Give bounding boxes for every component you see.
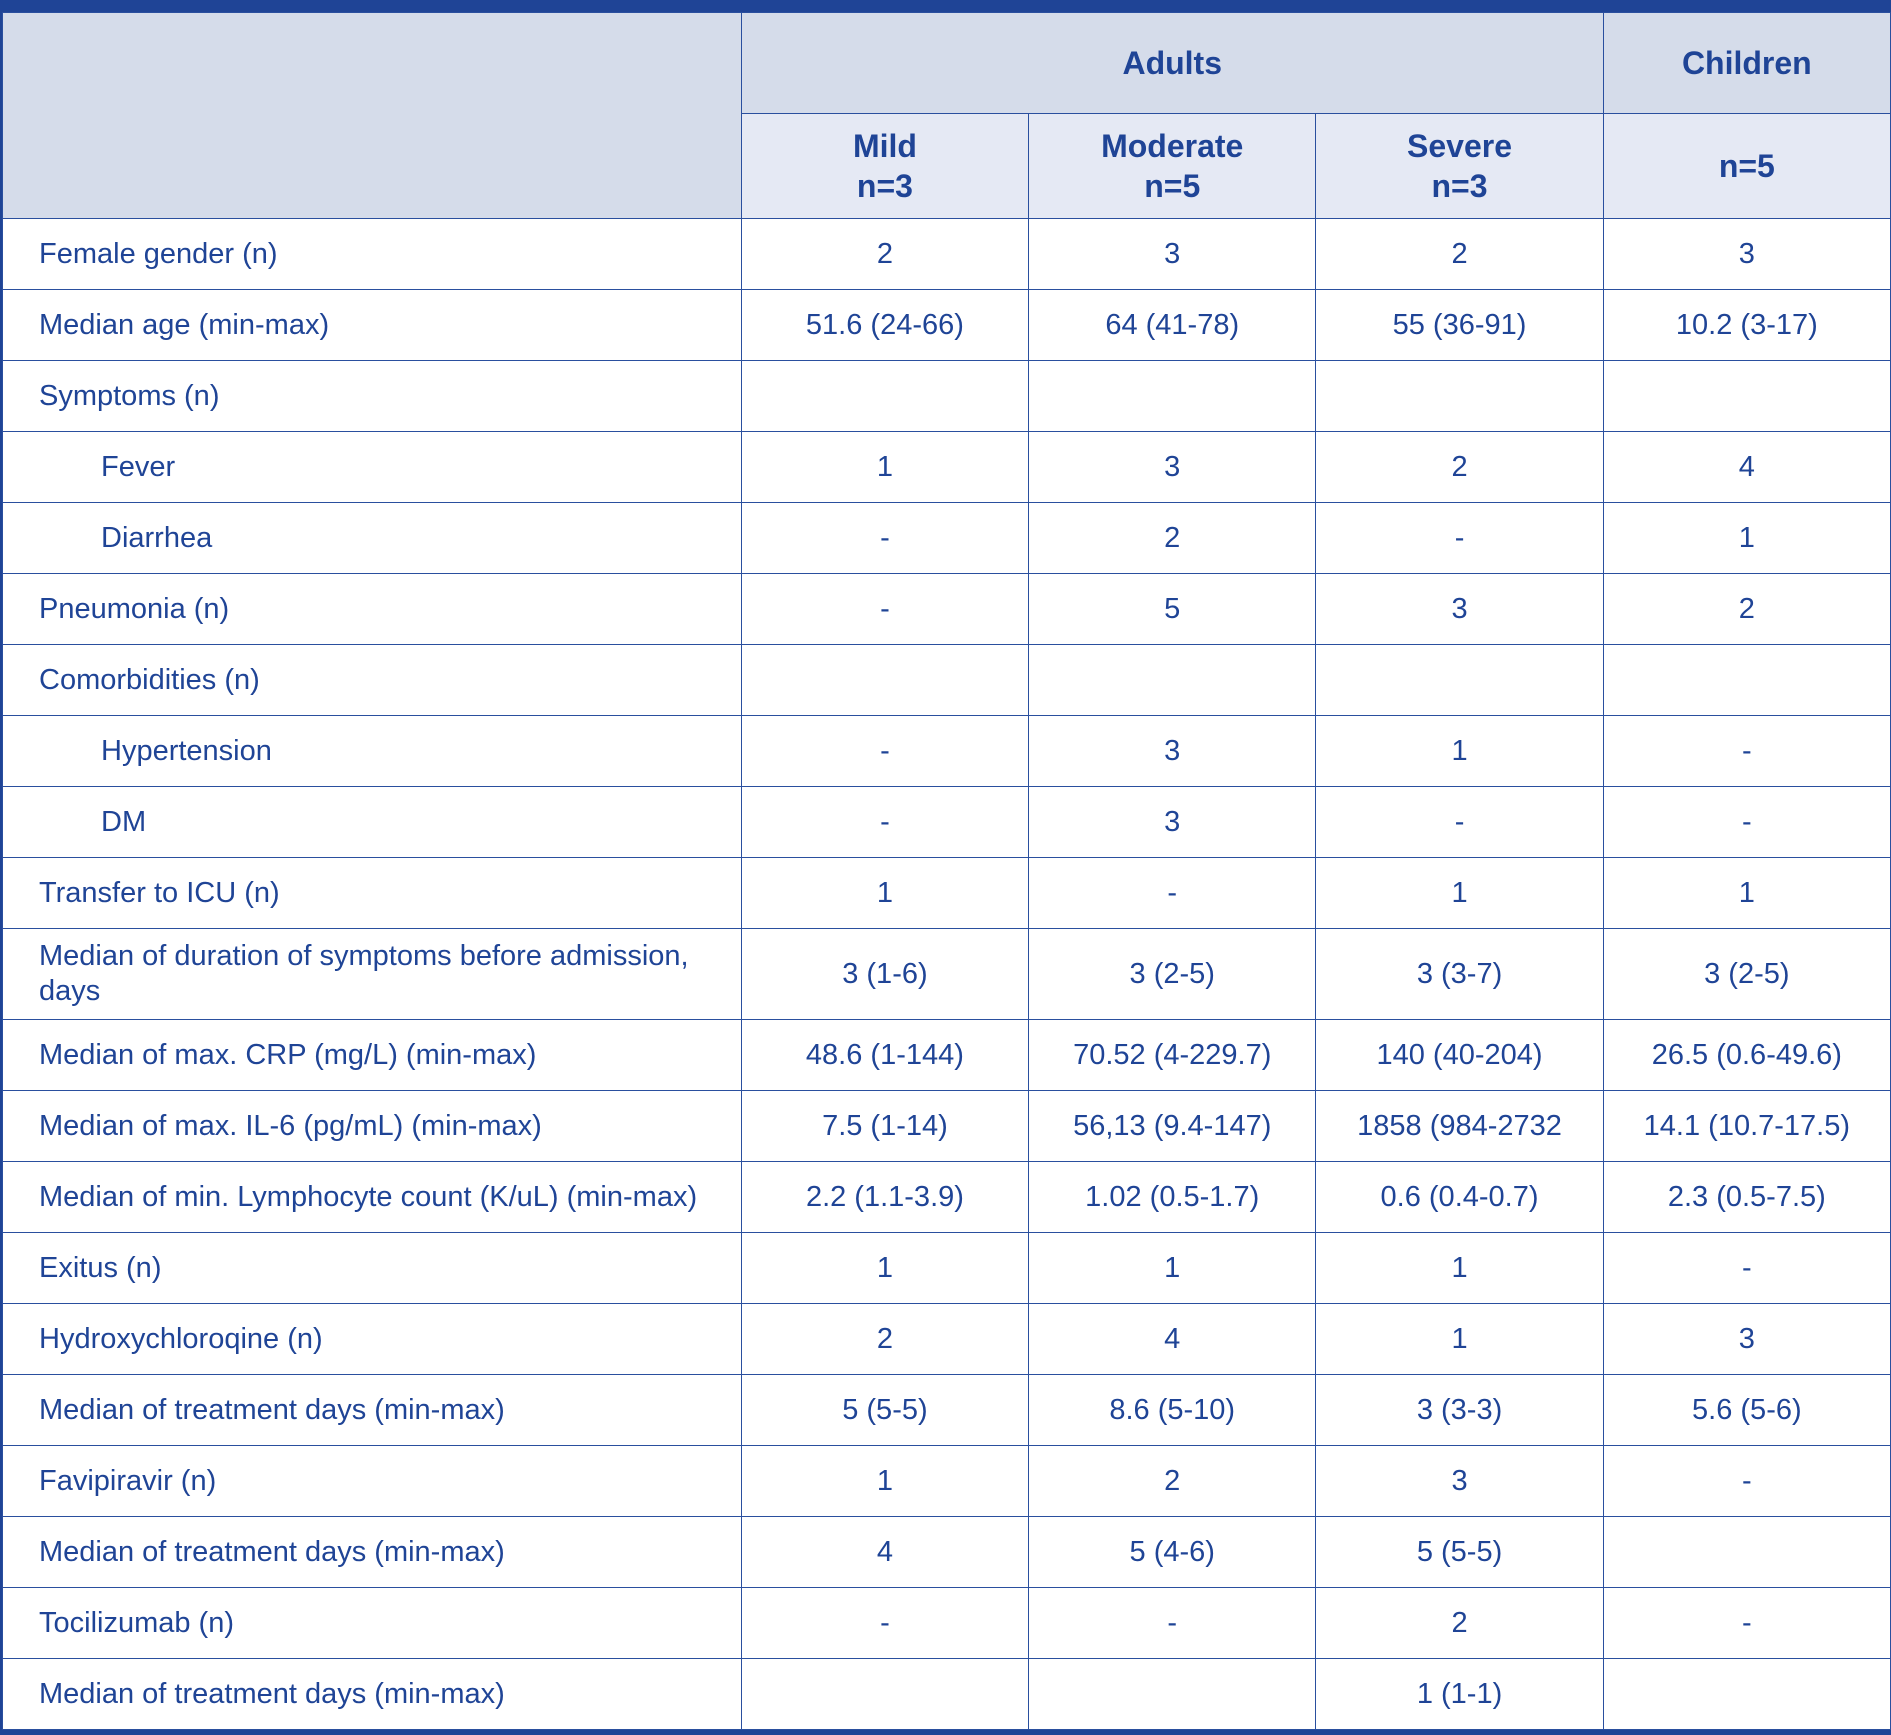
corner-header-cell	[3, 13, 742, 219]
cell-severe: 3	[1316, 1446, 1603, 1517]
row-label: Comorbidities (n)	[3, 645, 742, 716]
cell-moderate: 5	[1029, 574, 1316, 645]
cell-severe: 1858 (984-2732	[1316, 1091, 1603, 1162]
table-row	[3, 219, 1891, 290]
cell-moderate: 2	[1029, 1446, 1316, 1517]
patient-characteristics-table	[2, 12, 1891, 1730]
cell-mild: 1	[741, 1446, 1028, 1517]
table-row	[3, 1588, 1891, 1659]
cell-moderate	[1029, 361, 1316, 432]
cell-mild: -	[741, 716, 1028, 787]
row-label: Favipiravir (n)	[3, 1446, 742, 1517]
table-row	[3, 1304, 1891, 1375]
row-label: Hypertension	[3, 716, 742, 787]
cell-mild: -	[741, 1588, 1028, 1659]
cell-children: -	[1603, 1446, 1890, 1517]
cell-moderate: -	[1029, 1588, 1316, 1659]
row-label: Median of duration of symptoms before admission, days	[3, 929, 742, 1020]
table-body	[3, 219, 1891, 1730]
cell-mild	[741, 1659, 1028, 1730]
column-header-label: Moderate	[1101, 128, 1244, 164]
row-label: Median age (min-max)	[3, 290, 742, 361]
cell-children: 2	[1603, 574, 1890, 645]
cell-moderate	[1029, 1659, 1316, 1730]
cell-children: 1	[1603, 503, 1890, 574]
cell-children: -	[1603, 1588, 1890, 1659]
cell-severe: 1	[1316, 716, 1603, 787]
cell-moderate: 3 (2-5)	[1029, 929, 1316, 1020]
cell-moderate: 4	[1029, 1304, 1316, 1375]
column-header-count: n=3	[856, 168, 913, 204]
row-label: Exitus (n)	[3, 1233, 742, 1304]
cell-severe	[1316, 361, 1603, 432]
cell-severe: 3	[1316, 574, 1603, 645]
cell-moderate: -	[1029, 858, 1316, 929]
table-row	[3, 645, 1891, 716]
cell-severe: 1	[1316, 858, 1603, 929]
table-row	[3, 1446, 1891, 1517]
table-row	[3, 929, 1891, 1020]
cell-mild: 7.5 (1-14)	[741, 1091, 1028, 1162]
cell-severe: 2	[1316, 1588, 1603, 1659]
row-label: Fever	[3, 432, 742, 503]
cell-moderate: 64 (41-78)	[1029, 290, 1316, 361]
table-row	[3, 1162, 1891, 1233]
row-label: Median of max. IL-6 (pg/mL) (min-max)	[3, 1091, 742, 1162]
table-row	[3, 716, 1891, 787]
cell-severe: 5 (5-5)	[1316, 1517, 1603, 1588]
group-header-children: Children	[1603, 13, 1890, 114]
cell-moderate: 70.52 (4-229.7)	[1029, 1020, 1316, 1091]
cell-children	[1603, 1517, 1890, 1588]
row-label: Female gender (n)	[3, 219, 742, 290]
table-row	[3, 361, 1891, 432]
table-row	[3, 1020, 1891, 1091]
column-header-severe	[1316, 114, 1603, 219]
cell-mild: 1	[741, 1233, 1028, 1304]
cell-severe: 1	[1316, 1304, 1603, 1375]
cell-children: 5.6 (5-6)	[1603, 1375, 1890, 1446]
row-label: Transfer to ICU (n)	[3, 858, 742, 929]
cell-severe	[1316, 645, 1603, 716]
group-header-adults: Adults	[741, 13, 1603, 114]
cell-mild: -	[741, 503, 1028, 574]
cell-moderate	[1029, 645, 1316, 716]
cell-moderate: 1.02 (0.5-1.7)	[1029, 1162, 1316, 1233]
cell-children: -	[1603, 716, 1890, 787]
table-row	[3, 1233, 1891, 1304]
cell-mild: 2.2 (1.1-3.9)	[741, 1162, 1028, 1233]
column-header-children	[1603, 114, 1890, 219]
cell-moderate: 56,13 (9.4-147)	[1029, 1091, 1316, 1162]
cell-children	[1603, 361, 1890, 432]
cell-mild: 48.6 (1-144)	[741, 1020, 1028, 1091]
cell-mild: 5 (5-5)	[741, 1375, 1028, 1446]
row-label: Median of treatment days (min-max)	[3, 1517, 742, 1588]
cell-children	[1603, 1659, 1890, 1730]
row-label: Diarrhea	[3, 503, 742, 574]
cell-severe: -	[1316, 503, 1603, 574]
cell-mild: -	[741, 574, 1028, 645]
row-label: DM	[3, 787, 742, 858]
cell-children	[1603, 645, 1890, 716]
cell-children: 14.1 (10.7-17.5)	[1603, 1091, 1890, 1162]
cell-severe: 2	[1316, 219, 1603, 290]
row-label: Symptoms (n)	[3, 361, 742, 432]
cell-children: 3	[1603, 219, 1890, 290]
cell-mild: 2	[741, 1304, 1028, 1375]
row-label: Pneumonia (n)	[3, 574, 742, 645]
cell-mild: 3 (1-6)	[741, 929, 1028, 1020]
cell-mild: 1	[741, 432, 1028, 503]
cell-children: 4	[1603, 432, 1890, 503]
cell-moderate: 8.6 (5-10)	[1029, 1375, 1316, 1446]
cell-moderate: 3	[1029, 716, 1316, 787]
cell-severe: 1 (1-1)	[1316, 1659, 1603, 1730]
row-label: Median of treatment days (min-max)	[3, 1375, 742, 1446]
column-header-count: n=5	[1144, 168, 1201, 204]
cell-moderate: 3	[1029, 432, 1316, 503]
cell-moderate: 1	[1029, 1233, 1316, 1304]
cell-children: -	[1603, 1233, 1890, 1304]
cell-mild	[741, 645, 1028, 716]
cell-severe: 3 (3-7)	[1316, 929, 1603, 1020]
cell-children: 1	[1603, 858, 1890, 929]
row-label: Tocilizumab (n)	[3, 1588, 742, 1659]
cell-severe: 3 (3-3)	[1316, 1375, 1603, 1446]
cell-mild: 4	[741, 1517, 1028, 1588]
table-row	[3, 858, 1891, 929]
table-row	[3, 787, 1891, 858]
table-row	[3, 574, 1891, 645]
table-row	[3, 1659, 1891, 1730]
row-label: Hydroxychloroqine (n)	[3, 1304, 742, 1375]
cell-children: 2.3 (0.5-7.5)	[1603, 1162, 1890, 1233]
row-label: Median of max. CRP (mg/L) (min-max)	[3, 1020, 742, 1091]
table-row	[3, 1091, 1891, 1162]
cell-moderate: 5 (4-6)	[1029, 1517, 1316, 1588]
cell-severe: -	[1316, 787, 1603, 858]
cell-severe: 0.6 (0.4-0.7)	[1316, 1162, 1603, 1233]
table-row	[3, 290, 1891, 361]
cell-mild: -	[741, 787, 1028, 858]
cell-severe: 140 (40-204)	[1316, 1020, 1603, 1091]
cell-mild: 51.6 (24-66)	[741, 290, 1028, 361]
cell-children: 10.2 (3-17)	[1603, 290, 1890, 361]
column-header-label: Severe	[1407, 128, 1513, 164]
cell-children: 3 (2-5)	[1603, 929, 1890, 1020]
cell-mild	[741, 361, 1028, 432]
table-row	[3, 432, 1891, 503]
cell-mild: 2	[741, 219, 1028, 290]
cell-severe: 55 (36-91)	[1316, 290, 1603, 361]
cell-moderate: 2	[1029, 503, 1316, 574]
table-row	[3, 1517, 1891, 1588]
cell-mild: 1	[741, 858, 1028, 929]
column-header-mild	[741, 114, 1028, 219]
column-header-moderate	[1029, 114, 1316, 219]
column-header-label: Mild	[852, 128, 917, 164]
cell-severe: 2	[1316, 432, 1603, 503]
row-label: Median of min. Lymphocyte count (K/uL) (min-max)	[3, 1162, 742, 1233]
cell-children: 3	[1603, 1304, 1890, 1375]
row-label: Median of treatment days (min-max)	[3, 1659, 742, 1730]
table-row	[3, 1375, 1891, 1446]
cell-severe: 1	[1316, 1233, 1603, 1304]
table-row	[3, 503, 1891, 574]
cell-moderate: 3	[1029, 787, 1316, 858]
column-header-count: n=3	[1431, 168, 1488, 204]
column-header-count: n=5	[1718, 148, 1775, 184]
cell-children: 26.5 (0.6-49.6)	[1603, 1020, 1890, 1091]
cell-moderate: 3	[1029, 219, 1316, 290]
cell-children: -	[1603, 787, 1890, 858]
